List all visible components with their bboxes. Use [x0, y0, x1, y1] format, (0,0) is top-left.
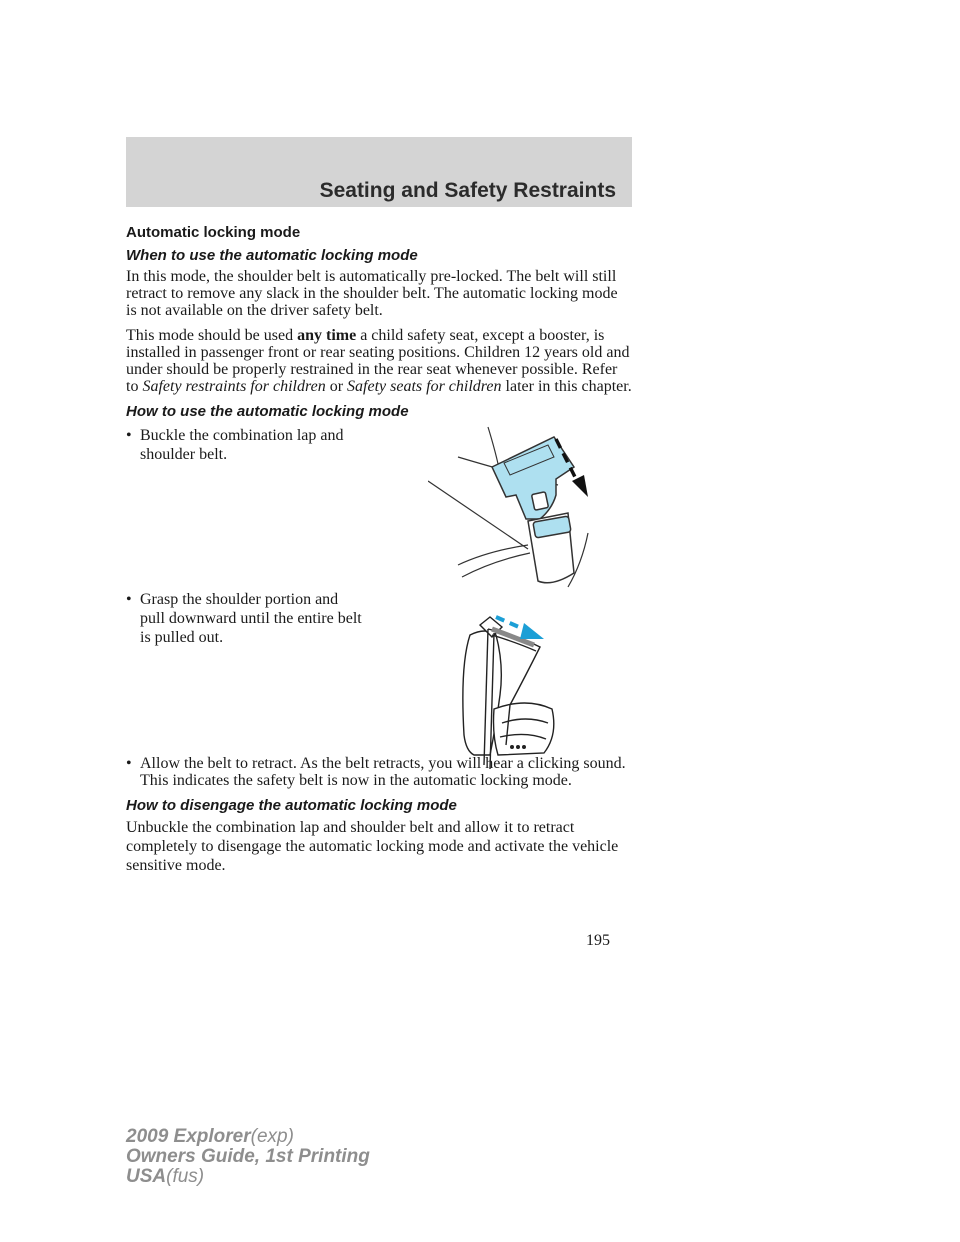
subheading-how-to-disengage: How to disengage the automatic locking mode — [126, 797, 457, 814]
bullet-text-grasp: Grasp the shoulder portion and pull downward until the entire belt is pulled out. — [140, 591, 362, 646]
page-number: 195 — [586, 932, 610, 949]
paragraph-mode-description: In this mode, the shoulder belt is automatically pre-locked. The belt will still retract to remove any slack in the shoulder belt. The automatic locking mode is not available on the driver safety belt. — [126, 268, 618, 319]
paragraph-disengage: Unbuckle the combination lap and shoulder belt and allow it to retract completely to disengage the automatic locking mode and activate the vehicle sensitive mode. — [126, 819, 619, 874]
bullet-item-grasp — [126, 590, 366, 647]
footer-market-code: (fus) — [166, 1166, 205, 1187]
reference-safety-restraints-children: Safety restraints for children — [142, 378, 326, 395]
subheading-when-to-use: When to use the automatic locking mode — [126, 247, 418, 264]
paragraph-when-used — [126, 327, 632, 395]
bullet-dot: • — [126, 427, 132, 444]
bullet-dot: • — [126, 591, 132, 608]
buckle-insertion-illustration — [428, 423, 600, 595]
text-run: later in this chapter. — [501, 378, 632, 395]
text-run: a child safety seat, except a booster, is installed in passenger front or rear seating positions. Children 12 years old and under should be properly restrained in the rear seat whenever possible. Refer to — [126, 327, 630, 395]
subheading-how-to-use: How to use the automatic locking mode — [126, 403, 409, 420]
seat-belt-pull-illustration — [456, 605, 566, 775]
emphasis-any-time: any time — [297, 327, 357, 344]
reference-safety-seats-children: Safety seats for children — [347, 378, 502, 395]
footer-line-guide — [126, 1147, 370, 1167]
bullet-text-buckle: Buckle the combination lap and shoulder belt. — [140, 427, 344, 463]
heading-automatic-locking: Automatic locking mode — [126, 224, 301, 241]
footer-model-name: 2009 Explorer — [126, 1126, 251, 1147]
footer-line-market — [126, 1167, 370, 1187]
document-footer — [126, 1127, 370, 1187]
section-title: Seating and Safety Restraints — [319, 179, 616, 202]
section-header-band — [126, 137, 632, 207]
bullet-dot: • — [126, 755, 132, 772]
footer-guide-title: Owners Guide, 1st Printing — [126, 1146, 370, 1167]
text-run: This mode should be used — [126, 327, 298, 344]
bullet-item-buckle — [126, 426, 366, 464]
footer-market: USA — [126, 1166, 167, 1187]
footer-line-model — [126, 1127, 370, 1147]
text-run: or — [325, 378, 348, 395]
footer-model-code: (exp) — [250, 1126, 294, 1147]
bullet-text-retract: Allow the belt to retract. As the belt retracts, you will hear a clicking sound. This indicates the safety belt is now in the automatic locking mode. — [140, 755, 626, 789]
